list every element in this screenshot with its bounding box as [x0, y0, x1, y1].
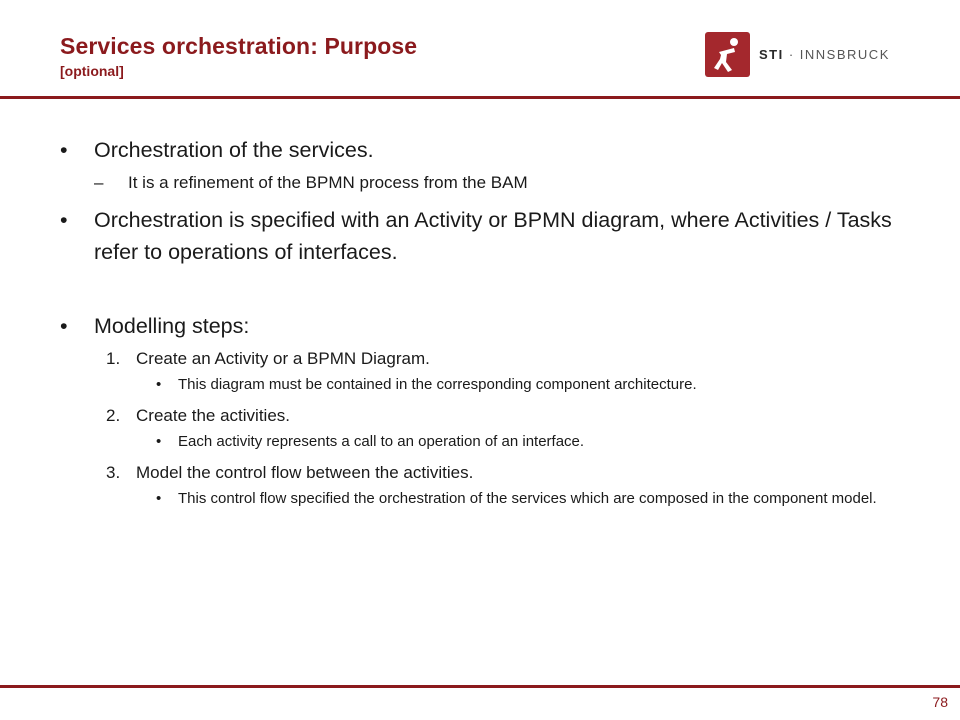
- step-item: 1. Create an Activity or a BPMN Diagram.: [60, 346, 920, 372]
- header-divider: [0, 96, 960, 99]
- list-item: • Orchestration of the services.: [60, 134, 920, 166]
- page-number: 78: [932, 694, 948, 710]
- slide-title: Services orchestration: Purpose: [60, 33, 418, 59]
- step-detail: • This diagram must be contained in the corresponding component architecture.: [60, 372, 920, 397]
- bullet-icon: •: [156, 490, 162, 507]
- list-item: – It is a refinement of the BPMN process from the BAM: [60, 170, 920, 196]
- step-item: 2. Create the activities.: [60, 403, 920, 429]
- logo-figure-icon: [705, 32, 750, 77]
- list-item: • Modelling steps:: [60, 310, 920, 342]
- slide-body: [60, 134, 920, 517]
- step-detail: • Each activity represents a call to an operation of an interface.: [60, 429, 920, 454]
- dash-icon: –: [94, 173, 104, 192]
- step-item: 3. Model the control flow between the activities.: [60, 460, 920, 486]
- bullet-icon: •: [156, 376, 162, 393]
- logo-text: STI · INNSBRUCK: [759, 47, 890, 62]
- step-number: 2.: [106, 406, 121, 425]
- list-item: • Orchestration is specified with an Activity or BPMN diagram, where Activities / Tasks refer to operations of interfaces.: [60, 204, 920, 268]
- bullet-icon: •: [60, 138, 68, 162]
- step-number: 1.: [106, 349, 121, 368]
- bullet-icon: •: [60, 208, 68, 232]
- slide-subtitle: [optional]: [60, 63, 124, 79]
- step-number: 3.: [106, 463, 121, 482]
- bullet-icon: •: [156, 433, 162, 450]
- footer-divider: [0, 685, 960, 688]
- bullet-icon: •: [60, 314, 68, 338]
- sti-logo: [705, 32, 895, 80]
- step-detail: • This control flow specified the orchestration of the services which are composed in the component model.: [60, 486, 920, 511]
